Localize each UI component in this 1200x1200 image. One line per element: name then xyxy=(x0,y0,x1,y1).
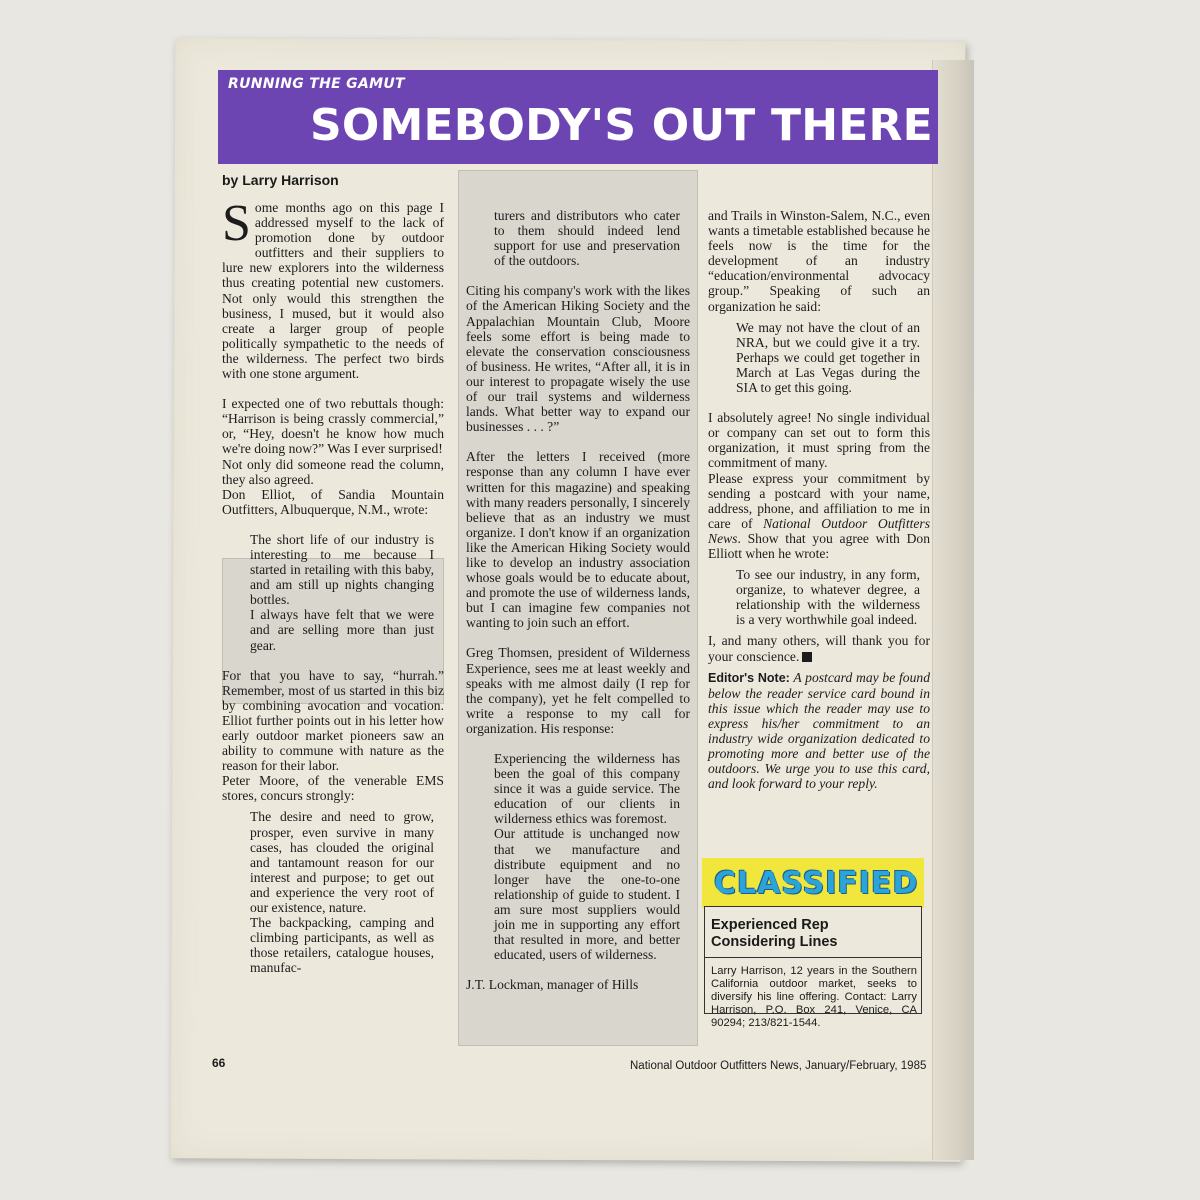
ad-divider xyxy=(705,957,921,958)
publication-footer: National Outdoor Outfitters News, January/February, 1985 xyxy=(630,1060,927,1072)
paragraph: Citing his company's work with the likes of the American Hiking Society and the Appalachian Mountain Club, Moore feels some effort is being made to elevate the conservation consciousness of business. He writes, “After all, it is in our interest to propagate wisely the use of our trail systems and wilderness lands. What better way to expand our businesses . . . ?” xyxy=(466,283,690,435)
section-kicker: RUNNING THE GAMUT xyxy=(228,76,405,92)
ad-title-line: Experienced Rep xyxy=(711,917,829,933)
classified-banner xyxy=(702,858,924,908)
ad-title-line: Considering Lines xyxy=(711,934,838,950)
end-mark-icon xyxy=(802,652,812,662)
paragraph xyxy=(708,471,930,562)
quote-paragraph: turers and distributors who cater to them should indeed lend support for use and preservation of the outdoors. xyxy=(494,208,680,269)
paragraph: After the letters I received (more response than any column I have ever written for this magazine) and speaking with many readers personally, I sincerely believe that as an industry we must organize. I don't know if an organization like the American Hiking Society would like to develop an industry association whose goals would be to educate about, and promote the use of wilderness lands, but I can imagine few companies not wanting to join such an effort. xyxy=(466,449,690,631)
quote-paragraph: Experiencing the wilderness has been the goal of this company since it was a guide service. The education of our clients in wilderness ethics was foremost. xyxy=(494,751,680,827)
editors-note xyxy=(708,670,930,792)
paragraph: J.T. Lockman, manager of Hills xyxy=(466,977,639,993)
quote-paragraph: The desire and need to grow, prosper, even survive in many cases, has clouded the original and tantamount reason for our interest and purpose; to get out and experience the very root of our existence, nature. xyxy=(250,809,434,916)
paragraph: Greg Thomsen, president of Wilderness Experience, sees me at least weekly and speaks with me almost daily (I rep for the company), yet he felt compelled to write a response to my call for organization. His response: xyxy=(466,645,690,736)
paragraph: ome months ago on this page I addressed myself to the lack of promotion done by outdoor outfitters and their suppliers to lure new explorers into the wilderness thus creating potential new customers. Not only would this strengthen the business, I mused, but it would also create a larger group of people politically sympathetic to the needs of the wilderness. The perfect two birds with one stone argument. xyxy=(222,200,444,382)
quote-paragraph: Our attitude is unchanged now that we manufacture and distribute equipment and no longer have the one-to-one relationship of guide to student. I am sure most suppliers would join me in supporting any effort that resulted in more, and better educated, users of wilderness. xyxy=(494,826,680,963)
byline: by Larry Harrison xyxy=(222,172,339,188)
classified-ad xyxy=(704,906,922,1029)
classified-heading: CLASSIFIED xyxy=(714,866,919,901)
quote-paragraph: To see our industry, in any form, organize, to whatever degree, a relationship with the wilderness is a very worthwhile goal indeed. xyxy=(736,567,920,628)
page-number: 66 xyxy=(212,1056,226,1070)
article-column-3 xyxy=(708,208,930,791)
quote-paragraph: I always have felt that we were and are selling more than just gear. xyxy=(250,607,434,653)
magazine-spine xyxy=(932,60,974,1160)
paragraph: I expected one of two rebuttals though: “Harrison is being crassly commercial,” or, “Hey, doesn't he know how much we're doing now?” Was I ever surprised! xyxy=(222,396,444,457)
paragraph: For that you have to say, “hurrah.” Remember, most of us started in this biz by combining avocation and vocation. Elliot further points out in his letter how early outdoor market pioneers saw an ability to commune with nature as the reason for their labor. xyxy=(222,667,444,774)
paragraph: I absolutely agree! No single individual or company can set out to form this organization, it must spring from the commitment of many. xyxy=(708,410,930,471)
paragraph: Not only did someone read the column, they also agreed. xyxy=(222,456,444,487)
paragraph-text: Please express your commitment by sending a postcard with your name, address, phone, and affiliation to me in care of xyxy=(708,470,930,531)
paragraph-text: . Show that you agree with Don Elliott when he wrote: xyxy=(708,530,930,561)
ad-title xyxy=(711,917,838,951)
drop-cap: S xyxy=(222,195,251,252)
article-column-1 xyxy=(222,195,444,976)
paragraph xyxy=(708,633,930,663)
paragraph: Don Elliot, of Sandia Mountain Outfitters, Albuquerque, N.M., wrote: xyxy=(222,486,444,517)
ad-body: Larry Harrison, 12 years in the Southern California outdoor market, seeks to diversify his line offering. Contact: Larry Harrison, P.O. Box 241, Venice, CA 90294; 213/821-1544. xyxy=(711,965,917,1029)
paragraph: Peter Moore, of the venerable EMS stores, concurs strongly: xyxy=(222,773,444,804)
quote-paragraph: The backpacking, camping and climbing participants, as well as those retailers, catalogue houses, manufac- xyxy=(250,915,434,976)
paragraph-text: I, and many others, will thank you for your conscience. xyxy=(708,633,930,664)
publication-name: National Outdoor Outfitters News xyxy=(708,515,930,546)
paragraph: and Trails in Winston-Salem, N.C., even wants a timetable established because he feels now is the time for the development of an industry “education/environmental advocacy group.” Speaking of such an organization he said: xyxy=(708,208,930,314)
title-banner xyxy=(218,70,938,164)
article-column-2 xyxy=(466,208,690,992)
editors-note-label: Editor's Note: xyxy=(708,670,790,685)
editors-note-text: A postcard may be found below the reader service card bound in this issue which the reader may use to express his/her commitment to an industry wide organization dedicated to promoting more and better use of the outdoors. We urge you to use this card, and look forward to your reply. xyxy=(708,669,930,792)
quote-paragraph: We may not have the clout of an NRA, but we could give it a try. Perhaps we could get together in March at Las Vegas during the SIA to get this going. xyxy=(736,319,920,396)
article-headline: SOMEBODY'S OUT THERE xyxy=(310,100,933,151)
quote-paragraph: The short life of our industry is interesting to me because I started in retailing with this baby, and am still up nights changing bottles. xyxy=(250,531,434,608)
